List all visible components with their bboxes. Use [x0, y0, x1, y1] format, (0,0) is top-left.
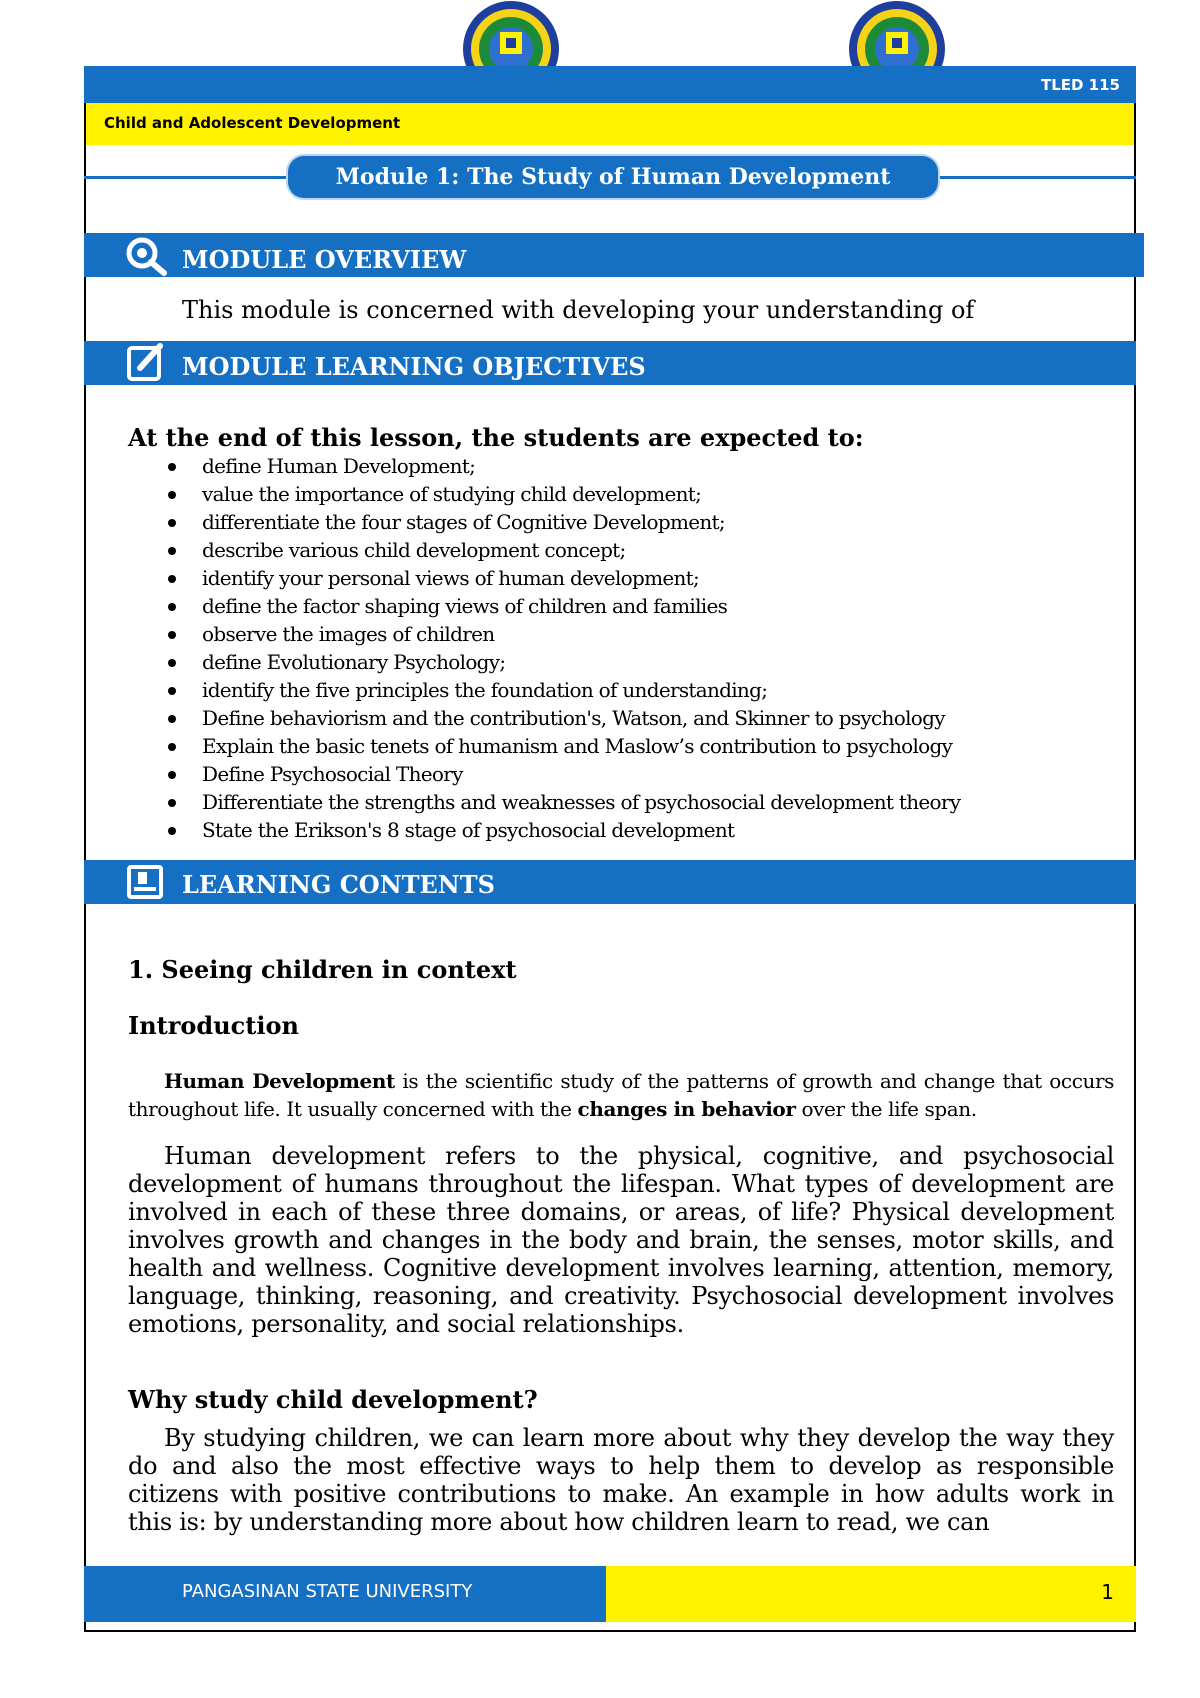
list-item: define Evolutionary Psychology;	[128, 648, 960, 676]
term-human-development: Human Development	[164, 1069, 395, 1093]
objectives-title: MODULE LEARNING OBJECTIVES	[182, 352, 646, 381]
domains-paragraph: Human development refers to the physical, cognitive, and psychosocial development of humans throughout the lifespan. What types of development are involved in each of these three domains, or areas, of life? Physical development involves growth and changes in the body and brain, the senses, motor skills, and health and wellness. Cognitive development involves learning, attention, memory, language, thinking, reasoning, and creativity. Psychosocial development involves emotions, personality, and social relationships.	[128, 1142, 1114, 1338]
header-bar	[84, 66, 1136, 103]
edit-icon	[124, 341, 168, 385]
list-item: Define Psychosocial Theory	[128, 760, 960, 788]
list-item: differentiate the four stages of Cognitive Development;	[128, 508, 960, 536]
list-item: State the Erikson's 8 stage of psychosocial development	[128, 816, 960, 844]
overview-text: This module is concerned with developing your understanding of	[182, 296, 975, 324]
page-number: 1	[1101, 1580, 1114, 1604]
university-seal-left	[462, 0, 560, 66]
list-item: value the importance of studying child development;	[128, 480, 960, 508]
objectives-list	[128, 452, 960, 844]
list-item: identify the five principles the foundation of understanding;	[128, 676, 960, 704]
content-heading-1: 1. Seeing children in context	[128, 955, 517, 984]
list-item: observe the images of children	[128, 620, 960, 648]
course-title: Child and Adolescent Development	[104, 114, 401, 132]
list-item: Explain the basic tenets of humanism and Maslow’s contribution to psychology	[128, 732, 960, 760]
content-heading-3: Why study child development?	[128, 1385, 538, 1414]
book-icon	[124, 860, 168, 904]
module-title: Module 1: The Study of Human Development	[288, 156, 938, 198]
list-item: define the factor shaping views of children and families	[128, 592, 960, 620]
list-item: Define behaviorism and the contribution's, Watson, and Skinner to psychology	[128, 704, 960, 732]
objectives-lead: At the end of this lesson, the students are expected to:	[128, 423, 864, 452]
module-title-rule-left	[84, 176, 294, 179]
university-seal-right	[848, 0, 946, 66]
list-item: define Human Development;	[128, 452, 960, 480]
content-heading-2: Introduction	[128, 1011, 299, 1040]
contents-title: LEARNING CONTENTS	[182, 870, 495, 899]
list-item: Differentiate the strengths and weaknesses of psychosocial development theory	[128, 788, 960, 816]
why-study-paragraph: By studying children, we can learn more about why they develop the way they do and also the most effective ways to help them to develop as responsible citizens with positive contributions to make. An example in how adults work in this is: by understanding more about how children learn to read, we can	[128, 1424, 1114, 1536]
list-item: describe various child development concept;	[128, 536, 960, 564]
term-changes-in-behavior: changes in behavior	[577, 1097, 796, 1121]
university-name: PANGASINAN STATE UNIVERSITY	[182, 1581, 473, 1602]
course-code: TLED 115	[1040, 76, 1120, 94]
overview-title: MODULE OVERVIEW	[182, 245, 467, 274]
footer-page-bar	[606, 1566, 1136, 1622]
module-title-rule-right	[932, 176, 1136, 179]
list-item: identify your personal views of human development;	[128, 564, 960, 592]
intro-paragraph: Human Development is the scientific study of the patterns of growth and change that occurs throughout life. It usually concerned with the changes in behavior over the life span.	[128, 1069, 1114, 1121]
magnifier-icon	[124, 233, 168, 277]
